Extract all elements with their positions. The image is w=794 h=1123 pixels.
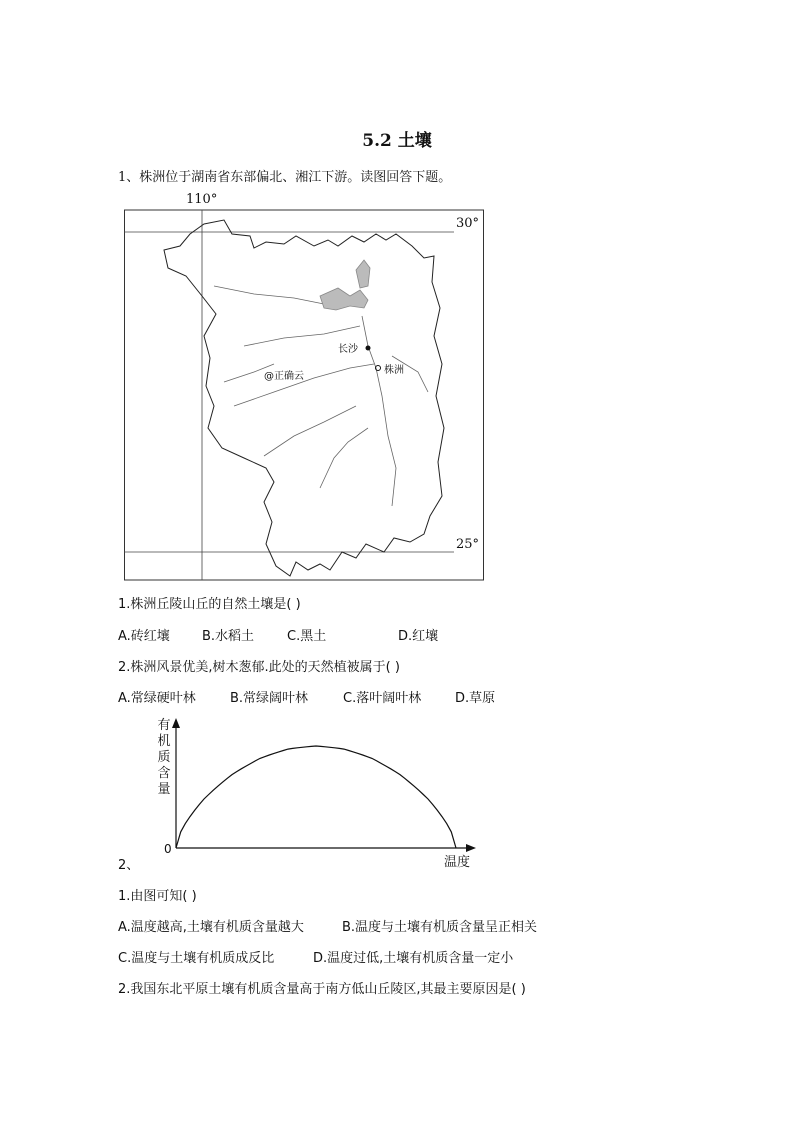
- organic-matter-curve: [176, 746, 456, 848]
- longitude-label: 110°: [186, 192, 218, 207]
- q2-option-b[interactable]: B.常绿阔叶林: [230, 691, 309, 706]
- city-changsha-label: 长沙: [338, 344, 358, 355]
- map-frame: [125, 210, 484, 580]
- changsha-marker: [366, 346, 371, 351]
- q1-option-d[interactable]: D.红壤: [398, 629, 439, 644]
- q1-option-a[interactable]: A.砖红壤: [118, 629, 170, 644]
- hunan-map: [124, 196, 484, 582]
- section-2-label: 2、: [118, 858, 140, 873]
- origin-label: 0: [164, 842, 172, 856]
- q3-option-a[interactable]: A.温度越高,土壤有机质含量越大: [118, 920, 304, 935]
- city-zhuzhou-label: 株洲: [384, 365, 404, 376]
- y-axis-arrow: [172, 718, 180, 728]
- latitude-30-label: 30°: [456, 216, 480, 231]
- q3-option-d[interactable]: D.温度过低,土壤有机质含量一定小: [313, 951, 514, 966]
- map-watermark: @正确云: [264, 371, 304, 382]
- q4-stem: 2.我国东北平原土壤有机质含量高于南方低山丘陵区,其最主要原因是( ): [118, 982, 526, 997]
- q2-option-a[interactable]: A.常绿硬叶林: [118, 691, 196, 706]
- question-intro: 1、株洲位于湖南省东部偏北、湘江下游。读图回答下题。: [118, 170, 452, 185]
- y-axis-label: 有机质含量: [157, 718, 171, 797]
- q1-option-c[interactable]: C.黑土: [287, 629, 327, 644]
- q2-option-d[interactable]: D.草原: [455, 691, 496, 706]
- x-axis-label: 温度: [444, 855, 471, 870]
- rivers: [214, 286, 428, 506]
- province-outline: [164, 220, 444, 576]
- page-title: 5.2 土壤: [362, 131, 432, 151]
- dongting-lake: [320, 288, 368, 310]
- organic-matter-chart: [150, 718, 490, 878]
- latitude-25-label: 25°: [456, 537, 480, 552]
- q3-option-c[interactable]: C.温度与土壤有机质成反比: [118, 951, 275, 966]
- q2-stem: 2.株洲风景优美,树木葱郁.此处的天然植被属于( ): [118, 660, 400, 675]
- q2-option-c[interactable]: C.落叶阔叶林: [343, 691, 422, 706]
- q1-stem: 1.株洲丘陵山丘的自然土壤是( ): [118, 597, 301, 612]
- q3-option-b[interactable]: B.温度与土壤有机质含量呈正相关: [342, 920, 538, 935]
- q1-option-b[interactable]: B.水稻土: [202, 629, 255, 644]
- q3-stem: 1.由图可知( ): [118, 889, 197, 904]
